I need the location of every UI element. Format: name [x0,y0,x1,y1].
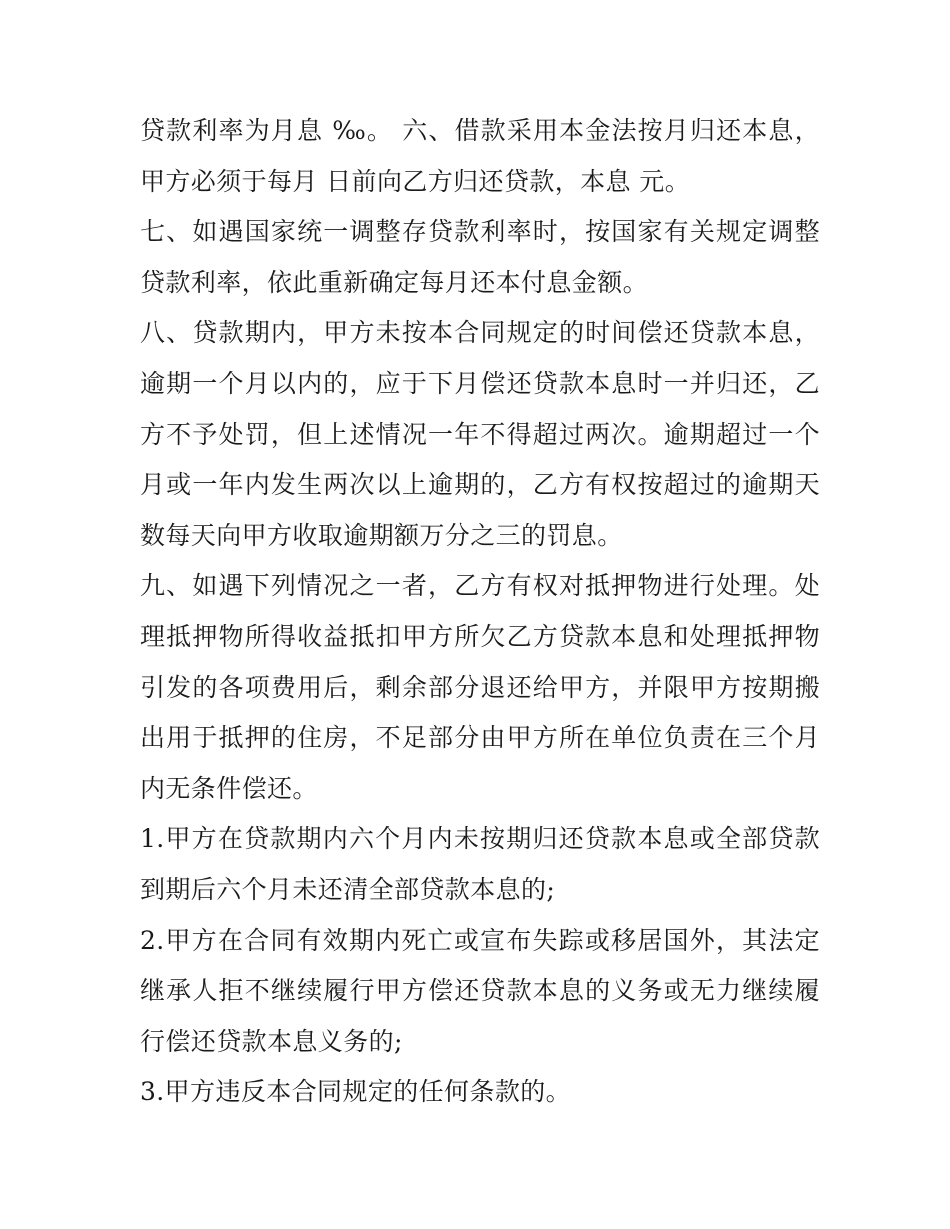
list-item-3: 3.甲方违反本合同规定的任何条款的。 [140,1077,572,1107]
paragraph-clause-8: 八、贷款期内，甲方未按本合同规定的时间偿还贷款本息，逾期一个月以内的，应于下月偿还贷款本息时一并归还，乙方不予处罚，但上述情况一年不得超过两次。逾期超过一个月或一年内发生两次以上逾期的，乙方有权按超过的逾期天数每天向甲方收取逾期额万分之三的罚息。 [140,318,820,550]
list-item-1: 1.甲方在贷款期内六个月内未按期归还贷款本息或全部贷款到期后六个月未还清全部贷款本息的; [140,824,820,904]
list-item-2: 2.甲方在合同有效期内死亡或宣布失踪或移居国外，其法定继承人拒不继续履行甲方偿还贷款本息的义务或无力继续履行偿还贷款本息义务的; [140,925,820,1056]
paragraph-clause-9: 九、如遇下列情况之一者，乙方有权对抵押物进行处理。处理抵押物所得收益抵扣甲方所欠乙方贷款本息和处理抵押物引发的各项费用后，剩余部分退还给甲方，并限甲方按期搬出用于抵押的住房，不足部分由甲方所在单位负责在三个月内无条件偿还。 [140,571,820,803]
paragraph-interest-rate: 贷款利率为月息 ‰。 六、借款采用本金法按月归还本息，甲方必须于每月 日前向乙方归还贷款，本息 元。 [140,116,820,196]
document-body [140,106,820,1118]
paragraph-clause-7: 七、如遇国家统一调整存贷款利率时，按国家有关规定调整贷款利率，依此重新确定每月还本付息金额。 [140,217,820,297]
